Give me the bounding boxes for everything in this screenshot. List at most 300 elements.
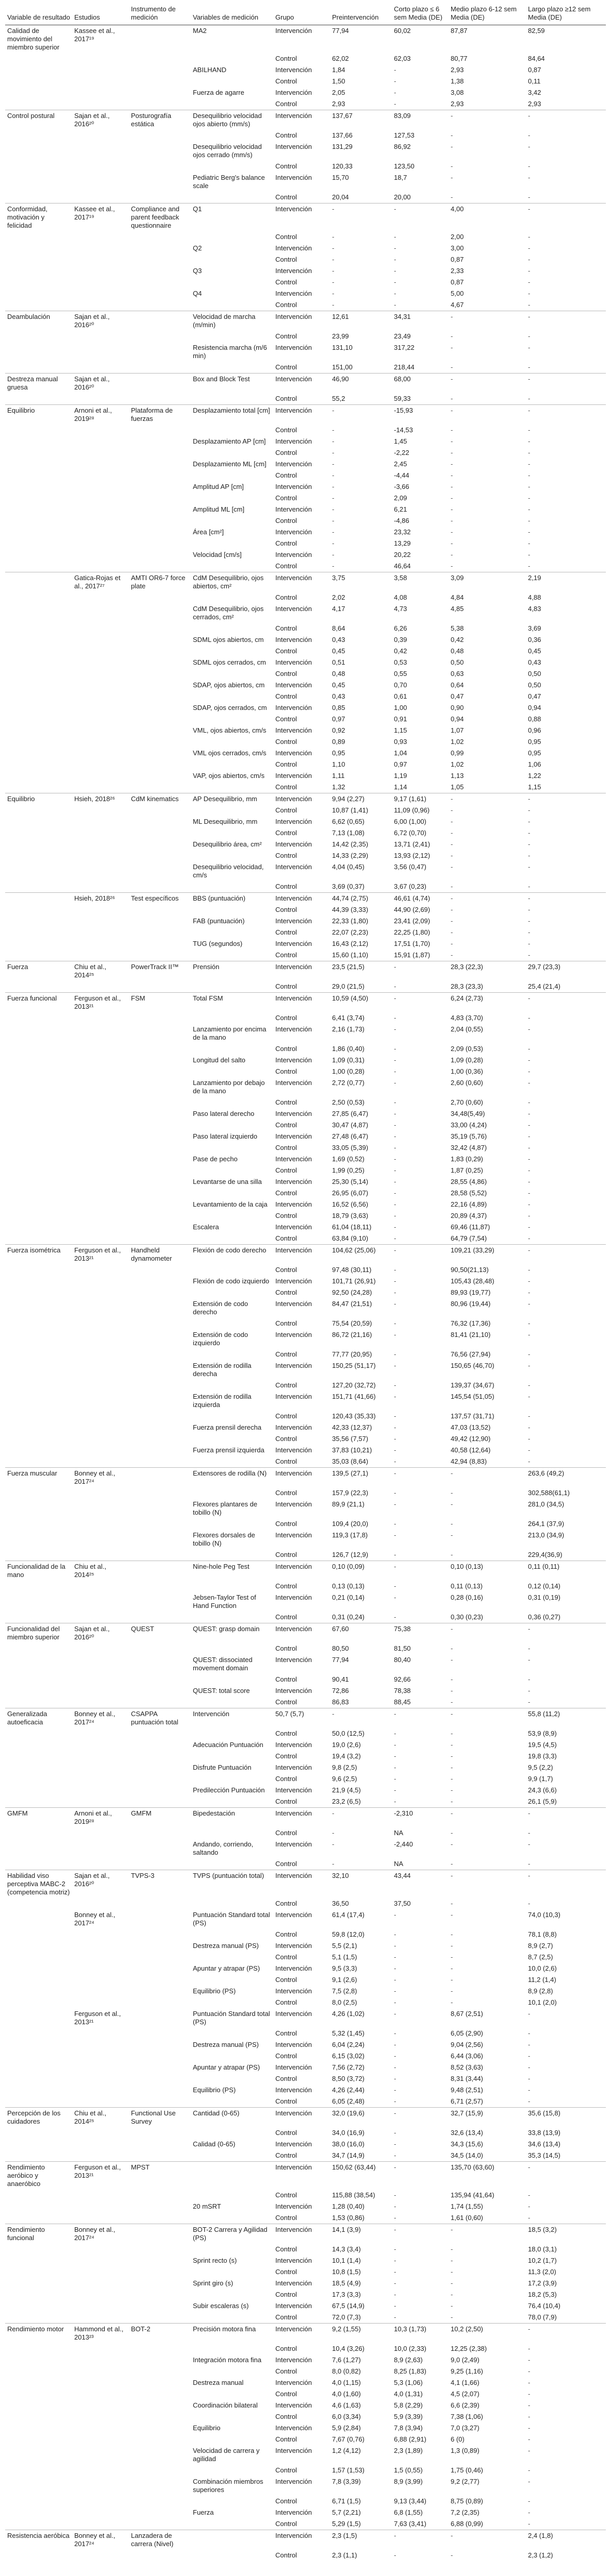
- measure-variable-cell: [191, 2312, 273, 2324]
- group-cell: Control: [275, 906, 297, 913]
- study-cell: [72, 680, 129, 691]
- short-term-cell: 6,8 (1,55): [394, 2509, 423, 2516]
- instrument-cell: [129, 1142, 191, 1154]
- study-cell: [72, 459, 129, 470]
- long-term-cell: -: [528, 528, 531, 536]
- mid-term-cell: 42,94 (8,83): [451, 1458, 487, 1465]
- outcome-variable-cell: [5, 2507, 72, 2518]
- group-cell: Intervención: [275, 749, 312, 757]
- mid-term-cell: -: [451, 951, 453, 959]
- study-cell: Bonney et al., 2017²⁴: [72, 2224, 129, 2244]
- table-row: [5, 405, 606, 425]
- study-cell: [72, 1827, 129, 1839]
- mid-term-cell: 0,87: [451, 278, 464, 286]
- study-cell: [72, 1963, 129, 1974]
- group-cell: Control: [275, 1412, 297, 1420]
- mid-term-cell: 64,79 (7,54): [451, 1234, 487, 1242]
- long-term-cell: -: [528, 917, 531, 925]
- table-row: [5, 950, 606, 961]
- study-cell: Sajan et al., 2016²⁰: [72, 1623, 129, 1643]
- short-term-cell: 5,3 (1,06): [394, 2379, 423, 2386]
- study-cell: [72, 1762, 129, 1773]
- outcome-variable-cell: [5, 2039, 72, 2050]
- long-term-cell: 0,43: [528, 658, 541, 666]
- pre-intervention-cell: 44,39 (3,33): [332, 906, 369, 913]
- mid-term-cell: 4,83 (3,70): [451, 1014, 483, 1022]
- long-term-cell: -: [528, 1645, 531, 1652]
- group-cell: Intervención: [275, 2478, 312, 2485]
- pre-intervention-cell: 0,51: [332, 658, 345, 666]
- mid-term-cell: 6,71 (2,57): [451, 2097, 483, 2105]
- header-row: [5, 3, 606, 25]
- outcome-variable-cell: [5, 1909, 72, 1929]
- outcome-variable-cell: [5, 1287, 72, 1298]
- outcome-variable-cell: Rendimiento aeróbico y anaeróbico: [5, 2162, 72, 2190]
- long-term-cell: 33,8 (13,9): [528, 2129, 560, 2137]
- measure-variable-cell: [191, 1728, 273, 1739]
- long-term-cell: -: [528, 2010, 531, 2018]
- long-term-cell: -: [528, 1446, 531, 1454]
- outcome-variable-cell: [5, 1380, 72, 1391]
- long-term-cell: 0,50: [528, 670, 541, 677]
- table-row: [5, 1762, 606, 1773]
- instrument-cell: [129, 2139, 191, 2150]
- instrument-cell: [129, 881, 191, 893]
- long-term-cell: 302,588(61,1): [528, 1489, 570, 1497]
- mid-term-cell: -: [451, 1786, 453, 1794]
- instrument-cell: [129, 691, 191, 702]
- long-term-cell: 3,42: [528, 89, 541, 96]
- measure-variable-cell: [191, 1233, 273, 1245]
- short-term-cell: -: [394, 1067, 397, 1075]
- long-term-cell: -: [528, 267, 531, 275]
- long-term-cell: -: [528, 2202, 531, 2210]
- long-term-cell: 229,4(36,9): [528, 1551, 563, 1558]
- short-term-cell: 23,41 (2,09): [394, 917, 431, 925]
- pre-intervention-cell: 12,61: [330, 311, 392, 331]
- group-cell: Intervención: [275, 1362, 312, 1369]
- long-term-cell: -: [528, 951, 531, 959]
- measure-variable-cell: Q4: [193, 290, 202, 297]
- study-cell: [72, 243, 129, 254]
- study-cell: [72, 2050, 129, 2062]
- table-row: [5, 2127, 606, 2139]
- short-term-cell: -: [394, 2202, 397, 2210]
- table-row: [5, 623, 606, 634]
- mid-term-cell: -: [449, 405, 526, 425]
- table-row: [5, 592, 606, 603]
- instrument-cell: [129, 2212, 191, 2224]
- outcome-variable-cell: Destreza manual gruesa: [5, 374, 72, 394]
- measure-variable-cell: TVPS (puntuación total): [191, 1870, 273, 1899]
- outcome-variable-cell: Percepción de los cuidadores: [5, 2108, 72, 2128]
- instrument-cell: [129, 1199, 191, 1210]
- pre-intervention-cell: 3,69 (0,37): [332, 883, 365, 890]
- study-cell: [72, 827, 129, 839]
- outcome-variable-cell: [5, 770, 72, 782]
- pre-intervention-cell: 1,53 (0,86): [332, 2214, 365, 2222]
- pre-intervention-cell: 5,7 (2,21): [332, 2509, 361, 2516]
- pre-intervention-cell: -: [332, 426, 335, 434]
- long-term-cell: 281,0 (34,5): [528, 1500, 565, 1508]
- table-row: [5, 1773, 606, 1785]
- study-cell: [72, 839, 129, 850]
- study-cell: [72, 2366, 129, 2377]
- pre-intervention-cell: 67,5 (14,9): [332, 2302, 365, 2310]
- group-cell: Control: [275, 278, 297, 286]
- short-term-cell: 18,7: [394, 174, 407, 181]
- study-cell: [72, 816, 129, 827]
- instrument-cell: [129, 1120, 191, 1131]
- study-cell: [72, 393, 129, 405]
- instrument-cell: [129, 1318, 191, 1329]
- group-cell: Intervención: [273, 2530, 330, 2550]
- study-cell: Chiu et al., 2014²⁵: [72, 2108, 129, 2128]
- short-term-cell: -: [394, 2029, 397, 2037]
- measure-variable-cell: BOT-2 Carrera y Agilidad (PS): [191, 2224, 273, 2244]
- mid-term-cell: -: [451, 1675, 453, 1683]
- mid-term-cell: -: [451, 1764, 453, 1771]
- pre-intervention-cell: -: [332, 551, 335, 558]
- outcome-variable-cell: [5, 714, 72, 725]
- short-term-cell: -: [394, 1277, 397, 1285]
- instrument-cell: [129, 1739, 191, 1751]
- long-term-cell: -: [528, 1200, 531, 1208]
- measure-variable-cell: Extensión de codo izquierdo: [193, 1331, 248, 1347]
- mid-term-cell: 9,25 (1,16): [451, 2367, 483, 2375]
- table-row: [5, 2476, 606, 2496]
- group-cell: Intervención: [275, 1987, 312, 1995]
- mid-term-cell: -: [451, 2313, 453, 2321]
- study-cell: [72, 2244, 129, 2255]
- short-term-cell: 8,25 (1,83): [394, 2367, 426, 2375]
- pre-intervention-cell: 9,1 (2,6): [332, 1976, 357, 1984]
- measure-variable-cell: [191, 1697, 273, 1708]
- instrument-cell: [129, 623, 191, 634]
- group-cell: Control: [275, 100, 297, 108]
- study-cell: [72, 736, 129, 748]
- study-cell: [72, 1739, 129, 1751]
- mid-term-cell: -: [451, 449, 453, 456]
- short-term-cell: 59,33: [394, 395, 411, 402]
- short-term-cell: -4,44: [394, 471, 409, 479]
- table-row: [5, 1487, 606, 1499]
- short-term-cell: -14,53: [394, 426, 413, 434]
- outcome-variable-cell: [5, 1131, 72, 1142]
- table-row: [5, 904, 606, 916]
- study-cell: [72, 2518, 129, 2530]
- short-term-cell: -: [394, 2191, 397, 2199]
- pre-intervention-cell: -: [332, 278, 335, 286]
- mid-term-cell: 5,00: [451, 290, 464, 297]
- long-term-cell: 0,50: [528, 681, 541, 689]
- pre-intervention-cell: 137,67: [330, 110, 392, 130]
- mid-term-cell: -: [451, 2257, 453, 2264]
- outcome-variable-cell: Fuerza muscular: [5, 1468, 72, 1488]
- measure-variable-cell: Destreza manual (PS): [193, 2041, 259, 2048]
- pre-intervention-cell: 1,10: [332, 760, 345, 768]
- table-row: [5, 1643, 606, 1654]
- long-term-cell: -: [528, 437, 531, 445]
- pre-intervention-cell: -: [332, 460, 335, 468]
- outcome-variable-cell: [5, 459, 72, 470]
- instrument-cell: [129, 2073, 191, 2084]
- table-row: [5, 1024, 606, 1043]
- measure-variable-cell: [191, 2073, 273, 2084]
- table-row: [5, 1287, 606, 1298]
- study-cell: Hammond et al., 2013²³: [72, 2324, 129, 2344]
- instrument-cell: [129, 2244, 191, 2255]
- instrument-cell: [129, 504, 191, 515]
- study-cell: [72, 2388, 129, 2400]
- outcome-variable-cell: [5, 493, 72, 504]
- short-term-cell: -: [394, 1786, 397, 1794]
- group-cell: Intervención: [275, 1178, 312, 1185]
- outcome-variable-cell: [5, 646, 72, 657]
- table-row: [5, 839, 606, 850]
- group-cell: Control: [275, 1319, 297, 1327]
- outcome-variable-cell: [5, 561, 72, 572]
- mid-term-cell: 6,6 (2,39): [451, 2401, 480, 2409]
- measure-variable-cell: [191, 2434, 273, 2445]
- mid-term-cell: 34,3 (15,6): [451, 2140, 483, 2148]
- group-cell: Control: [275, 2052, 297, 2060]
- study-cell: [72, 331, 129, 342]
- measure-variable-cell: [191, 1287, 273, 1298]
- long-term-cell: -: [528, 1435, 531, 1443]
- long-term-cell: -: [528, 1189, 531, 1197]
- long-term-cell: 35,3 (14,5): [528, 2151, 560, 2159]
- pre-intervention-cell: 4,26 (1,02): [332, 2010, 365, 2018]
- long-term-cell: -: [528, 551, 531, 558]
- group-cell: Intervención: [275, 66, 312, 74]
- mid-term-cell: -: [451, 1829, 453, 1837]
- measure-variable-cell: ABILHAND: [193, 66, 227, 74]
- measure-variable-cell: Nine-hole Peg Test: [191, 1561, 273, 1581]
- short-term-cell: 22,25 (1,80): [394, 928, 431, 936]
- outcome-variable-cell: [5, 2465, 72, 2476]
- instrument-cell: [129, 1154, 191, 1165]
- outcome-variable-cell: Control postural: [5, 110, 72, 130]
- long-term-cell: -: [528, 483, 531, 490]
- study-cell: Kassee et al., 2017¹⁹: [72, 25, 129, 54]
- outcome-variable-cell: [5, 527, 72, 538]
- outcome-variable-cell: [5, 927, 72, 938]
- instrument-cell: FSM: [129, 993, 191, 1013]
- mid-term-cell: -: [451, 1998, 453, 2006]
- instrument-cell: [129, 1796, 191, 1808]
- mid-term-cell: -: [451, 395, 453, 402]
- measure-variable-cell: [191, 1349, 273, 1360]
- mid-term-cell: -: [451, 818, 453, 825]
- instrument-cell: [129, 634, 191, 646]
- mid-term-cell: -: [451, 906, 453, 913]
- outcome-variable-cell: Equilibrio: [5, 405, 72, 425]
- short-term-cell: 15,91 (1,87): [394, 951, 431, 959]
- table-row: [5, 1952, 606, 1963]
- table-row: [5, 2324, 606, 2344]
- table-row: [5, 2150, 606, 2162]
- mid-term-cell: -: [451, 852, 453, 859]
- pre-intervention-cell: 137,66: [332, 131, 353, 139]
- instrument-cell: [129, 25, 191, 54]
- long-term-cell: -: [528, 2052, 531, 2060]
- short-term-cell: -: [394, 77, 397, 85]
- table-row: [5, 1349, 606, 1360]
- mid-term-cell: 1,75 (0,46): [451, 2466, 483, 2474]
- pre-intervention-cell: 16,43 (2,12): [332, 940, 369, 947]
- short-term-cell: 6,00 (1,00): [394, 818, 426, 825]
- long-term-cell: 19,8 (3,3): [528, 1752, 557, 1760]
- table-row: [5, 98, 606, 110]
- long-term-cell: -: [528, 2086, 531, 2094]
- pre-intervention-cell: 89,9 (21,1): [332, 1500, 365, 1508]
- outcome-variable-cell: [5, 1043, 72, 1055]
- pre-intervention-cell: 22,07 (2,23): [332, 928, 369, 936]
- study-cell: [72, 748, 129, 759]
- group-cell: Control: [275, 1900, 297, 1907]
- long-term-cell: 78,0 (7,9): [528, 2313, 557, 2321]
- long-term-cell: -: [528, 363, 531, 371]
- group-cell: Intervención: [275, 840, 312, 848]
- short-term-cell: -: [394, 1764, 397, 1771]
- instrument-cell: [129, 1468, 191, 1488]
- outcome-variable-cell: [5, 2266, 72, 2278]
- table-row: [5, 805, 606, 816]
- group-cell: Control: [275, 1860, 297, 1868]
- measure-variable-cell: Sprint recto (s): [193, 2257, 237, 2264]
- group-cell: Control: [275, 395, 297, 402]
- instrument-cell: [129, 1697, 191, 1708]
- study-cell: [72, 1329, 129, 1349]
- group-cell: Intervención: [275, 2202, 312, 2210]
- short-term-cell: 83,09: [392, 110, 449, 130]
- pre-intervention-cell: 17,3 (3,3): [332, 2291, 361, 2298]
- short-term-cell: -: [394, 1132, 397, 1140]
- mid-term-cell: -: [451, 517, 453, 524]
- study-cell: [72, 172, 129, 192]
- mid-term-cell: -: [449, 793, 526, 805]
- mid-term-cell: 0,99: [451, 749, 464, 757]
- study-cell: [72, 714, 129, 725]
- group-cell: Control: [275, 1520, 297, 1528]
- study-cell: [72, 2084, 129, 2096]
- short-term-cell: -: [392, 1561, 449, 1581]
- short-term-cell: 8,9 (3,99): [394, 2478, 423, 2485]
- short-term-cell: -: [394, 1412, 397, 1420]
- group-cell: Control: [275, 471, 297, 479]
- group-cell: Intervención: [273, 204, 330, 232]
- table-row: [5, 1592, 606, 1612]
- mid-term-cell: -: [451, 829, 453, 837]
- group-cell: Intervención: [273, 311, 330, 331]
- mid-term-cell: -: [451, 2302, 453, 2310]
- pre-intervention-cell: 4,6 (1,63): [332, 2401, 361, 2409]
- outcome-variable-cell: [5, 657, 72, 668]
- long-term-cell: -: [528, 2097, 531, 2105]
- mid-term-cell: 0,87: [451, 256, 464, 263]
- table-row: [5, 993, 606, 1013]
- table-row: [5, 538, 606, 549]
- outcome-variable-cell: [5, 861, 72, 881]
- pre-intervention-cell: 7,5 (2,8): [332, 1987, 357, 1995]
- outcome-variable-cell: [5, 76, 72, 87]
- measure-variable-cell: [191, 2388, 273, 2400]
- short-term-cell: 0,39: [394, 636, 407, 643]
- long-term-cell: -: [528, 344, 531, 351]
- short-term-cell: -: [394, 1266, 397, 1274]
- instrument-cell: [129, 243, 191, 254]
- instrument-cell: [129, 1024, 191, 1043]
- table-row: [5, 1858, 606, 1870]
- measure-variable-cell: [191, 805, 273, 816]
- pre-intervention-cell: 131,29: [332, 143, 353, 150]
- outcome-variable-cell: Conformidad, motivación y felicidad: [5, 204, 72, 232]
- long-term-cell: -: [528, 471, 531, 479]
- mid-term-cell: 6 (0): [451, 2435, 465, 2443]
- short-term-cell: 2,3 (1,89): [394, 2447, 423, 2454]
- measure-variable-cell: Desplazamiento total [cm]: [191, 405, 273, 425]
- instrument-cell: [129, 459, 191, 470]
- outcome-variable-cell: [5, 2434, 72, 2445]
- long-term-cell: -: [528, 162, 531, 170]
- study-cell: [72, 657, 129, 668]
- measure-variable-cell: Sprint giro (s): [193, 2279, 234, 2287]
- pre-intervention-cell: 34,7 (14,9): [332, 2151, 365, 2159]
- mid-term-cell: -: [451, 863, 453, 871]
- group-cell: Control: [275, 1350, 297, 1358]
- table-row: [5, 657, 606, 668]
- group-cell: Control: [275, 1435, 297, 1443]
- outcome-variable-cell: [5, 1024, 72, 1043]
- instrument-cell: [129, 1827, 191, 1839]
- mid-term-cell: 12,25 (2,38): [451, 2345, 487, 2352]
- pre-intervention-cell: 150,25 (51,17): [332, 1362, 376, 1369]
- instrument-cell: [129, 331, 191, 342]
- long-term-cell: 18,0 (3,1): [528, 2245, 557, 2253]
- instrument-cell: [129, 254, 191, 265]
- group-cell: Control: [275, 1489, 297, 1497]
- pre-intervention-cell: 10,8 (1,5): [332, 2268, 361, 2276]
- short-term-cell: 0,53: [394, 658, 407, 666]
- short-term-cell: -: [394, 1045, 397, 1053]
- table-row: [5, 850, 606, 861]
- long-term-cell: -: [528, 2191, 531, 2199]
- measure-variable-cell: Desequilibrio área, cm²: [193, 840, 262, 848]
- instrument-cell: [129, 1298, 191, 1318]
- measure-variable-cell: CdM Desequilibrio, ojos abiertos, cm²: [191, 572, 273, 592]
- study-cell: Bonney et al., 2017²⁴: [72, 1708, 129, 1728]
- study-cell: [72, 481, 129, 493]
- mid-term-cell: -: [451, 1798, 453, 1805]
- pre-intervention-cell: 80,50: [332, 1645, 349, 1652]
- pre-intervention-cell: 4,04 (0,45): [332, 863, 365, 871]
- group-cell: Control: [275, 1829, 297, 1837]
- short-term-cell: -: [394, 1423, 397, 1431]
- measure-variable-cell: [191, 1456, 273, 1468]
- outcome-variable-cell: [5, 2139, 72, 2150]
- table-header: [5, 3, 606, 25]
- group-cell: Intervención: [273, 961, 330, 981]
- pre-intervention-cell: 23,2 (6,5): [332, 1798, 361, 1805]
- mid-term-cell: 69,46 (11,87): [451, 1223, 490, 1231]
- group-cell: Intervención: [275, 1155, 312, 1163]
- group-cell: Control: [275, 1930, 297, 1938]
- measure-variable-cell: [191, 76, 273, 87]
- pre-intervention-cell: 115,88 (38,54): [332, 2191, 375, 2199]
- short-term-cell: -: [394, 1998, 397, 2006]
- pre-intervention-cell: 29,0 (21,5): [332, 982, 365, 990]
